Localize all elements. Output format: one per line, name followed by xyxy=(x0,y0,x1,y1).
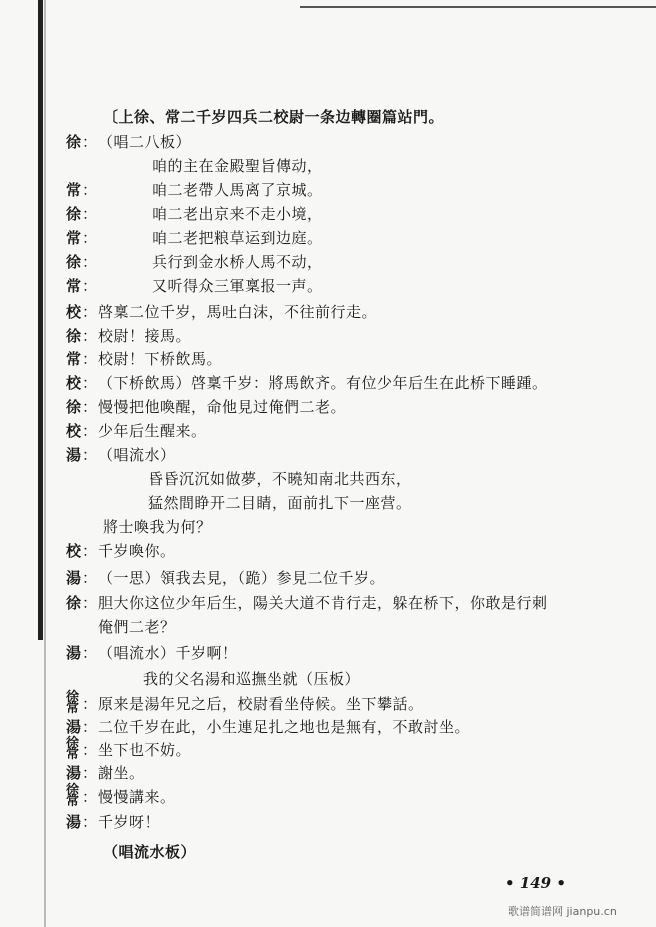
dialogue-line: 二位千岁在此，小生連足扎之地也是無有，不敢討坐。 xyxy=(98,718,471,736)
speaker-colon: ： xyxy=(82,303,98,321)
dialogue-line: 謝坐。 xyxy=(98,764,145,782)
speaker-label: 徐 xyxy=(66,253,82,271)
speaker-label: 徐 xyxy=(66,205,82,223)
dialogue-line: （下桥飲馬）啓稟千岁：將馬飲齐。有位少年后生在此桥下睡踵。 xyxy=(98,374,548,392)
dialogue-line: 又听得众三軍稟报一声。 xyxy=(152,277,323,295)
speaker-label: 徐常 xyxy=(66,783,80,809)
speaker-label: 徐 xyxy=(66,133,82,151)
speaker-colon: ： xyxy=(82,446,98,464)
dialogue-line: 校尉！接馬。 xyxy=(98,327,192,345)
speaker-label: 校 xyxy=(66,303,82,321)
speaker-label: 常 xyxy=(66,277,82,295)
speaker-label: 湯 xyxy=(66,718,82,736)
speaker-label: 徐常 xyxy=(66,690,80,716)
scan-binding-edge xyxy=(38,0,43,640)
speaker-label: 徐 xyxy=(66,327,82,345)
speaker-colon: ： xyxy=(82,133,98,151)
speaker-colon: ： xyxy=(82,350,98,368)
speaker-colon: ： xyxy=(82,422,98,440)
speaker-label: 常 xyxy=(66,229,82,247)
speaker-colon: ： xyxy=(82,569,98,587)
watermark: 歌谱简谱网 jianpu.cn xyxy=(508,905,617,918)
dialogue-line: 坐下也不妨。 xyxy=(98,741,192,759)
stage-direction: 〔上徐、常二千岁四兵二校尉一条边轉圈篇站門。 xyxy=(103,108,445,126)
speaker-colon: ： xyxy=(82,788,98,806)
speaker-label: 湯 xyxy=(66,644,82,662)
speaker-label: 徐常 xyxy=(66,736,80,762)
dialogue-line: 猛然間睁开二目睛，面前扎下一座营。 xyxy=(148,494,412,512)
dialogue-line: 兵行到金水桥人馬不动， xyxy=(152,253,323,271)
speaker-colon: ： xyxy=(82,327,98,345)
dialogue-line: 咱的主在金殿聖旨傳动， xyxy=(152,157,323,175)
speaker-colon: ： xyxy=(82,277,98,295)
speaker-colon: ： xyxy=(82,374,98,392)
speaker-colon: ： xyxy=(82,718,98,736)
dialogue-line: 原来是湯年兄之后，校尉看坐侍候。坐下攀話。 xyxy=(98,695,424,713)
speaker-colon: ： xyxy=(82,764,98,782)
speaker-colon: ： xyxy=(82,253,98,271)
dialogue-line: （一思）領我去見，（跪）参見二位千岁。 xyxy=(98,569,386,587)
dialogue-line: 千岁呀！ xyxy=(98,813,161,831)
dialogue-line: 我的父名湯和巡撫坐就（压板） xyxy=(143,670,361,688)
scan-top-rule xyxy=(300,6,656,8)
dialogue-line: 俺們二老？ xyxy=(98,618,176,636)
speaker-label: 徐 xyxy=(66,398,82,416)
speaker-label: 湯 xyxy=(66,569,82,587)
dialogue-line: 咱二老帶人馬离了京城。 xyxy=(152,181,323,199)
page-number: • 149 • xyxy=(505,874,566,892)
speaker-label: 校 xyxy=(66,422,82,440)
dialogue-line: （唱流水）千岁啊！ xyxy=(98,644,238,662)
speaker-colon: ： xyxy=(82,398,98,416)
dialogue-line: 校尉！下桥飲馬。 xyxy=(98,350,223,368)
dialogue-line: 啓稟二位千岁，馬吐白沫，不往前行走。 xyxy=(98,303,378,321)
speaker-colon: ： xyxy=(82,594,98,612)
dialogue-line: （唱二八板） xyxy=(98,133,192,151)
speaker-label: 湯 xyxy=(66,764,82,782)
dialogue-line: 咱二老把粮草运到边庭。 xyxy=(152,229,323,247)
speaker-label: 校 xyxy=(66,374,82,392)
dialogue-line: 昏昏沉沉如做夢，不曉知南北共西东， xyxy=(148,470,412,488)
dialogue-line: 將士喚我为何？ xyxy=(103,518,212,536)
speaker-colon: ： xyxy=(82,644,98,662)
speaker-colon: ： xyxy=(82,695,98,713)
speaker-colon: ： xyxy=(82,181,98,199)
speaker-label: 常 xyxy=(66,181,82,199)
dialogue-line: 慢慢把他喚醒，命他見过俺們二老。 xyxy=(98,398,347,416)
dialogue-line: 胆大你这位少年后生，陽关大道不肯行走，躲在桥下，你敢是行刺 xyxy=(98,594,548,612)
speaker-label: 湯 xyxy=(66,446,82,464)
dialogue-line: （唱流水） xyxy=(98,446,176,464)
speaker-label: 常 xyxy=(66,350,82,368)
speaker-label: 徐 xyxy=(66,594,82,612)
scan-margin-line xyxy=(44,0,46,927)
dialogue-line: 咱二老出京来不走小境， xyxy=(152,205,323,223)
speaker-colon: ： xyxy=(82,205,98,223)
speaker-colon: ： xyxy=(82,741,98,759)
speaker-label: 校 xyxy=(66,542,82,560)
dialogue-line: 少年后生醒来。 xyxy=(98,422,207,440)
speaker-colon: ： xyxy=(82,542,98,560)
dialogue-line: 慢慢講来。 xyxy=(98,788,176,806)
dialogue-line: 千岁喚你。 xyxy=(98,542,176,560)
speaker-colon: ： xyxy=(82,813,98,831)
speaker-colon: ： xyxy=(82,229,98,247)
dialogue-line: （唱流水板） xyxy=(103,843,197,861)
speaker-label: 湯 xyxy=(66,813,82,831)
